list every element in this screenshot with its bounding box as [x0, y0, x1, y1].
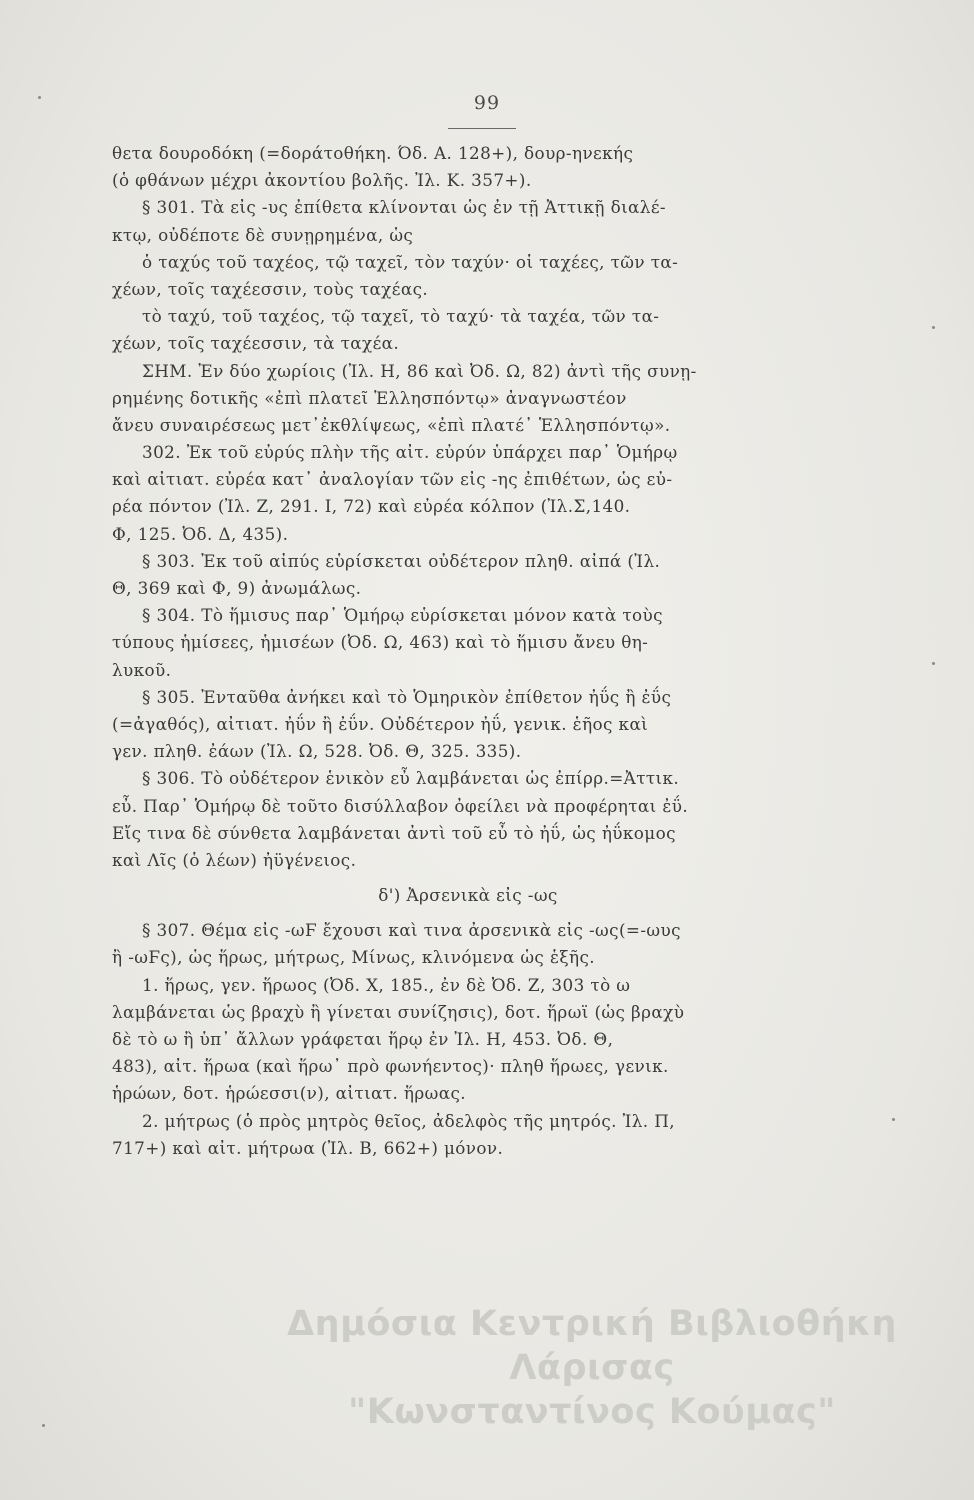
dust-speck: [932, 326, 935, 329]
paradigm-neuter-line: τὸ ταχύ, τοῦ ταχέος, τῷ ταχεῖ, τὸ ταχύ· τὰ ταχέα, τῶν τα-: [142, 306, 660, 327]
text-line: 717+) καὶ αἰτ. μήτρωα (Ἰλ. Β, 662+) μόνον.: [112, 1137, 504, 1158]
text-line: ἢ -ωϜς), ὡς ἥρως, μήτρως, Μίνως, κλινόμενα ὡς ἑξῆς.: [112, 947, 595, 968]
heading-gap: [112, 874, 824, 882]
body-text: [112, 140, 824, 1162]
text-line: 483), αἰτ. ἥρωα (καὶ ἥρω᾽ πρὸ φωνήεντος)· πληθ ἥρωες, γενικ.: [112, 1056, 669, 1077]
text-line: καὶ αἰτιατ. εὐρέα κατ᾽ ἀναλογίαν τῶν εἰς -ης ἐπιθέτων, ὡς εὐ-: [112, 469, 673, 490]
text-line: χέων, τοῖς ταχέεσσιν, τοὺς ταχέας.: [112, 278, 429, 299]
text-line: εὖ. Παρ᾽ Ὁμήρῳ δὲ τοῦτο δισύλλαβον ὀφείλει νὰ προφέρηται ἐΰ.: [112, 795, 689, 816]
section-301-line: § 301. Τὰ εἰς -υς ἐπίθετα κλίνονται ὡς ἐν τῇ Ἀττικῇ διαλέ-: [142, 197, 666, 218]
text-line: γεν. πληθ. ἐάων (Ἰλ. Ω, 528. Ὀδ. Θ, 325. 335).: [112, 741, 522, 762]
paradigm-masculine-line: ὁ ταχύς τοῦ ταχέος, τῷ ταχεῖ, τὸν ταχύν· οἱ ταχέες, τῶν τα-: [142, 251, 679, 272]
watermark-line-1: Δημόσια Κεντρική Βιβλιοθήκη Λάρισας: [287, 1304, 897, 1388]
item-2-line: 2. μήτρως (ὁ πρὸς μητρὸς θεῖος, ἀδελφὸς τῆς μητρός. Ἰλ. Π,: [142, 1110, 675, 1131]
text-line: θετα δουροδόκη (=δοράτοθήκη. Όδ. Α. 128+), δουρ-ηνεκής: [112, 143, 634, 163]
subheading: δ') Ἀρσενικὰ εἰς -ως: [378, 885, 558, 906]
text-line: ρημένης δοτικῆς «ἐπὶ πλατεῖ Ἑλλησπόντῳ» ἀναγνωστέον: [112, 387, 627, 408]
heading-gap: [112, 909, 824, 917]
text-line: λυκοῦ.: [112, 659, 172, 680]
text-line: λαμβάνεται ὡς βραχὺ ἢ γίνεται συνίζησις), δοτ. ἥρωϊ (ὡς βραχὺ: [112, 1001, 685, 1022]
section-306-line: § 306. Τὸ οὐδέτερον ἑνικὸν εὖ λαμβάνεται ὡς ἐπίρρ.=Ἀττικ.: [142, 768, 680, 789]
header-rule: [448, 128, 516, 129]
section-305-line: § 305. Ἐνταῦθα ἀνήκει καὶ τὸ Ὁμηρικὸν ἐπίθετον ἠΰς ἢ ἐΰς: [142, 686, 672, 707]
text-line: Θ, 369 καὶ Φ, 9) ἀνωμάλως.: [112, 578, 362, 598]
text-line: ἄνευ συναιρέσεως μετ᾽ἐκθλίψεως, «ἐπὶ πλατέ᾽ Ἑλλησπόντῳ».: [112, 414, 671, 435]
text-line: (ὁ φθάνων μέχρι ἀκοντίου βολῆς. Ἰλ. Κ. 357+).: [112, 170, 532, 191]
text-line: ρέα πόντον (Ἰλ. Ζ, 291. Ι, 72) καὶ εὐρέα κόλπον (Ἰλ.Σ,140.: [112, 496, 631, 517]
dust-speck: [38, 96, 41, 99]
section-302-line: 302. Ἐκ τοῦ εὐρύς πλὴν τῆς αἰτ. εὐρύν ὑπάρχει παρ᾽ Ὁμήρῳ: [142, 442, 678, 463]
dust-speck: [932, 662, 935, 665]
text-line: Φ, 125. Ὀδ. Δ, 435).: [112, 523, 289, 544]
text-line: χέων, τοῖς ταχέεσσιν, τὰ ταχέα.: [112, 333, 400, 354]
page-number: 99: [473, 92, 501, 114]
text-line: δὲ τὸ ω ἢ ὑπ᾽ ἄλλων γράφεται ἥρῳ ἐν Ἰλ. Η, 453. Ὀδ. Θ,: [112, 1029, 614, 1049]
text-line: κτῳ, οὐδέποτε δὲ συνῃρημένα, ὡς: [112, 224, 414, 245]
text-line: (=ἀγαθός), αἰτιατ. ἠΰν ἢ ἐΰν. Οὐδέτερον ἠΰ, γενικ. ἑῆος καὶ: [112, 713, 649, 734]
section-304-line: § 304. Τὸ ἥμισυς παρ᾽ Ὁμήρῳ εὑρίσκεται μόνον κατὰ τοὺς: [142, 605, 663, 626]
watermark-line-2: "Κωνσταντίνος Κούμας": [348, 1392, 836, 1432]
text-line: τύπους ἡμίσεες, ἡμισέων (Ὀδ. Ω, 463) καὶ τὸ ἥμισυ ἄνευ θη-: [112, 632, 649, 653]
section-307-line: § 307. Θέμα εἰς -ωϜ ἔχουσι καὶ τινα ἀρσενικὰ εἰς -ως(=-ωυς: [142, 920, 681, 941]
text-line: ἡρώων, δοτ. ἡρώεσσι(ν), αἰτιατ. ἥρωας.: [112, 1083, 466, 1104]
dust-speck: [42, 1424, 45, 1427]
text-line: καὶ Λῖς (ὁ λέων) ἠϋγένειος.: [112, 849, 357, 870]
item-1-line: 1. ἥρως, γεν. ἥρωος (Ὀδ. Χ, 185., ἐν δὲ Ὀδ. Ζ, 303 τὸ ω: [142, 974, 631, 995]
note-line: ΣΗΜ. Ἐν δύο χωρίοις (Ἰλ. Η, 86 καὶ Ὀδ. Ω, 82) ἀντὶ τῆς συνῃ-: [142, 360, 697, 381]
dust-speck: [892, 1118, 895, 1121]
text-line: Εἴς τινα δὲ σύνθετα λαμβάνεται ἀντὶ τοῦ εὖ τὸ ἠΰ, ὡς ἠΰκομος: [112, 822, 676, 843]
library-watermark: [222, 1302, 962, 1434]
section-303-line: § 303. Ἐκ τοῦ αἰπύς εὑρίσκεται οὐδέτερον πληθ. αἰπά (Ἰλ.: [142, 550, 661, 571]
